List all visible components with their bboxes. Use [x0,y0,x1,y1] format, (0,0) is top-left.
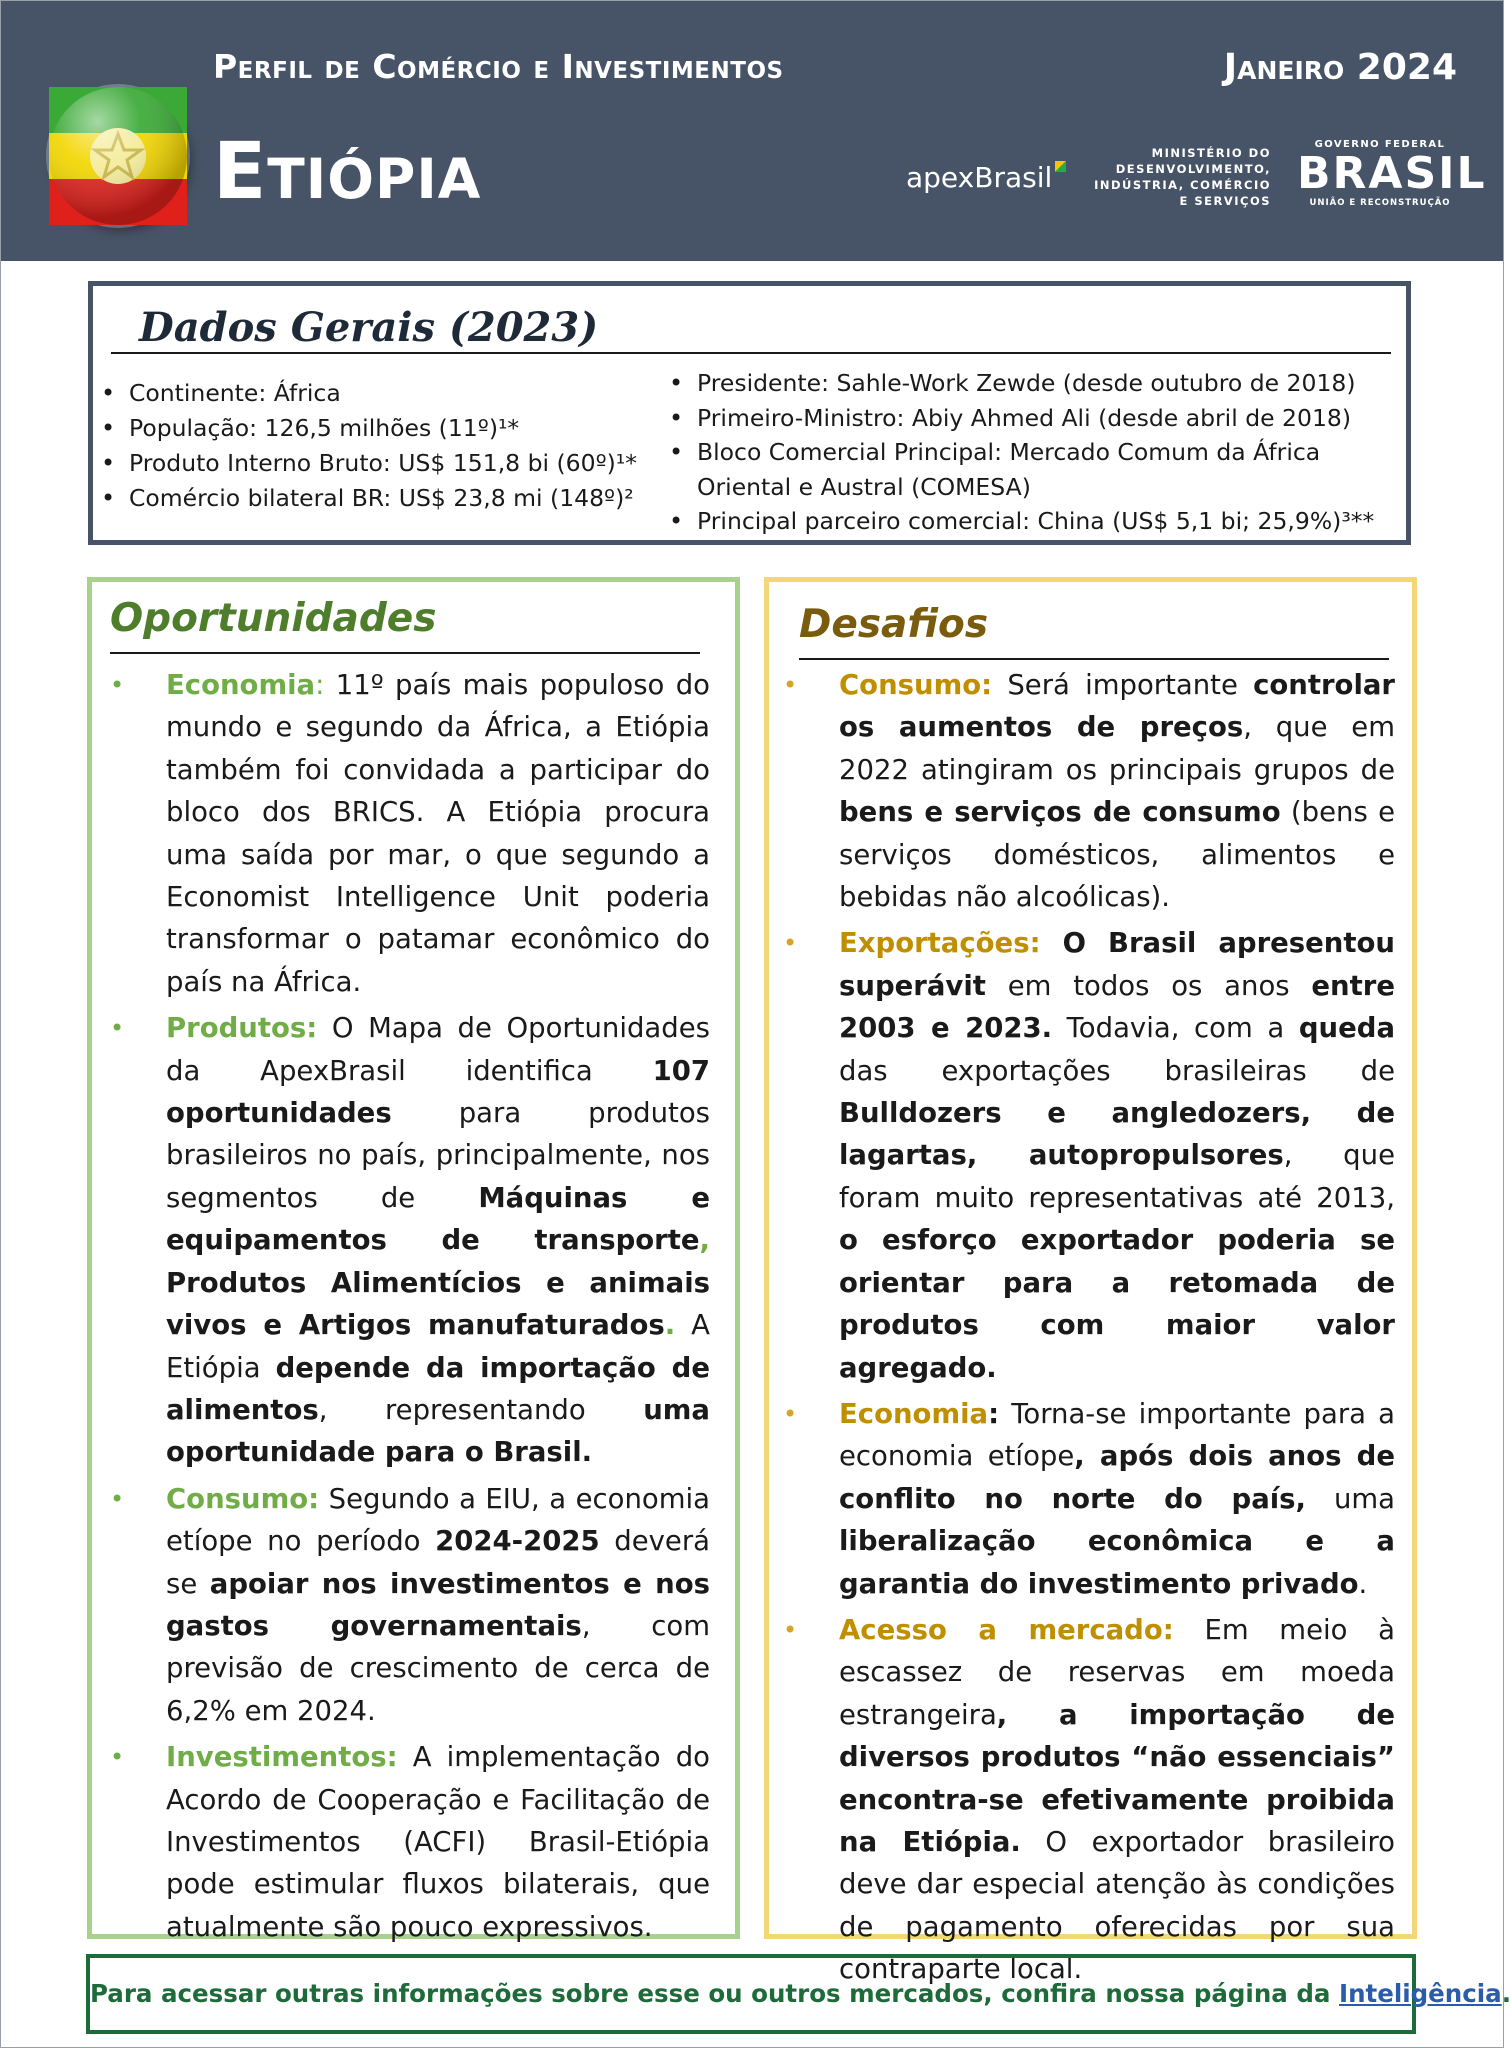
item-label: Acesso a mercado: [839,1613,1174,1646]
list-item: • População: 126,5 milhões (11º)¹* [93,411,637,446]
list-item: • Primeiro-Ministro: Abiy Ahmed Ali (desde abril de 2018) [661,401,1417,436]
item-bold: queda [1298,1012,1395,1045]
challenge-exportacoes [783,922,1395,1388]
item-bold: 2024-2025 [435,1525,600,1558]
general-left-list [93,376,637,516]
item-bold: liberalização econômica e a garantia do investimento privado [839,1525,1395,1600]
item-label: Consumo: [166,1482,320,1515]
list-item: • Bloco Comercial Principal: Mercado Comum da África Oriental e Austral (COMESA) [661,435,1417,504]
general-right-list [661,366,1417,539]
gov-sub-text: UNIÃO E RECONSTRUÇÃO [1309,198,1451,208]
list-item: • Comércio bilateral BR: US$ 23,8 mi (148º)² [93,481,637,516]
item-accent: , [699,1224,710,1257]
general-divider [111,352,1391,354]
list-item: • Produto Interno Bruto: US$ 151,8 bi (60º)¹* [93,446,637,481]
item-bold: o esforço exportador poderia se orientar para a retomada de produtos com maior valor agregado. [839,1224,1395,1384]
governo-federal-logo [1297,139,1487,208]
item-text: uma [1306,1482,1396,1515]
item-text: Segundo a EIU, a economia etíope no período [166,1482,710,1558]
item-label: Consumo: [839,669,993,701]
item-text: O exportador brasileiro deve dar especial atenção às condições de pagamento oferecidas por sua contraparte local. [839,1825,1396,1986]
challenge-acesso-mercado [783,1609,1395,1991]
opportunity-economia [110,664,710,1003]
item-text: . [1358,1567,1368,1600]
item-bold: : [988,1397,1000,1430]
list-item: • Principal parceiro comercial: China (US$ 5,1 bi; 25,9%)³** [661,504,1417,539]
item-text: Será importante [992,669,1254,701]
item-text: , que foram muito representativas até 2013, [839,1139,1395,1214]
item-text: Em meio à escassez de reservas em moeda estrangeira [839,1613,1396,1731]
item-label: Investimentos: [166,1741,398,1774]
item-bold: Máquinas e equipamentos de transporte [166,1181,710,1257]
opportunity-produtos [110,1007,710,1473]
ethiopia-flag-icon [49,87,187,225]
item-text: Todavia, com a [1052,1012,1299,1045]
list-item: • Presidente: Sahle-Work Zewde (desde outubro de 2018) [661,366,1417,401]
item-text: A implementação do Acordo de Cooperação e Facilitação de Investimentos (ACFI) Brasil-Etiópia pode estimular fluxos bilaterais, que atualmente são pouco expressivos. [166,1741,710,1943]
opportunities-title: Oportunidades [110,596,437,641]
report-subtitle: Perfil de Comércio e Investimentos [213,47,784,86]
country-title: Etiópia [213,127,482,217]
general-data-title: Dados Gerais (2023) [139,304,599,351]
challenges-divider [799,658,1389,660]
mdic-line: E SERVIÇOS [1179,194,1271,208]
item-text: das exportações brasileiras de [839,1054,1395,1087]
apexbrasil-logo [906,161,1066,194]
item-text: deverá se [166,1525,711,1600]
item-bold: bens e serviços de consumo [839,796,1281,829]
item-bold: depende da importação de alimentos [166,1351,710,1426]
mdic-logo [1091,145,1271,209]
challenges-box [764,577,1417,1986]
item-text: , com previsão de crescimento de cerca de 6,2% em 2024. [166,1609,711,1727]
general-data-box [88,281,1411,545]
item-bold: Bulldozers e angledozers, de lagartas, autopropulsores [839,1097,1395,1172]
item-label: Economia [166,669,316,701]
item-label: Exportações: [839,927,1041,960]
challenge-economia [783,1393,1395,1605]
apexbrasil-logo-text: apexBrasil [906,161,1053,194]
opportunities-list [110,664,710,1952]
item-bold: Produtos Alimentícios e animais vivos e Artigos manufaturados [166,1266,710,1342]
mdic-line: INDÚSTRIA, COMÉRCIO [1094,178,1271,192]
item-text: para produtos brasileiros no país, principalmente, nos segmentos de [166,1097,710,1214]
item-text: 11º país mais populoso do mundo e segundo da África, a Etiópia também foi convidada a participar do bloco dos BRICS. A Etiópia procura uma saída por mar, o que segundo a Economist Intelligence Unit poderia transformar o patamar econômico do país na África. [166,669,710,998]
opportunities-divider [110,652,700,654]
item-bold: , após dois anos de conflito no norte do país, [839,1440,1395,1515]
opportunities-box [87,577,740,1943]
list-item: • Continente: África [93,376,637,411]
item-text: A Etiópia [166,1309,710,1384]
inteligencia-link[interactable]: Inteligência [1338,1979,1502,2008]
mdic-line: DESENVOLVIMENTO, [1115,162,1271,176]
item-bold: entre 2003 e 2023. [839,969,1395,1045]
item-bold: uma oportunidade para o Brasil. [166,1393,710,1469]
footer-text [90,1979,1511,2008]
item-label-colon: : [315,669,325,701]
item-label: Economia [839,1397,989,1430]
challenges-list [783,664,1395,1995]
opportunity-consumo [110,1478,710,1732]
item-bold: controlar os aumentos de preços [839,669,1395,744]
footer-message: Para acessar outras informações sobre esse ou outros mercados, confira nossa página da [90,1979,1339,2008]
header-banner [1,1,1503,261]
gov-top-text: GOVERNO FEDERAL [1314,139,1446,150]
challenges-title: Desafios [799,602,989,647]
opportunity-investimentos [110,1736,710,1948]
item-text: em todos os anos [985,969,1312,1002]
footer-box [86,1954,1511,2034]
item-bold: 107 oportunidades [166,1054,710,1130]
item-text: O Mapa de Oportunidades da ApexBrasil identifica [166,1012,710,1087]
item-text: (bens e serviços domésticos, alimentos e bebidas não alcoólicas). [839,796,1396,914]
item-bold: apoiar nos investimentos e nos gastos governamentais [166,1567,710,1642]
item-text: , representando [318,1393,644,1426]
footer-end: . [1501,1979,1511,2008]
item-text: , que em 2022 atingiram os principais grupos de [839,711,1395,786]
item-bold: O Brasil apresentou superávit [839,927,1395,1002]
item-label: Produtos: [166,1012,318,1045]
report-date: Janeiro 2024 [1223,47,1457,88]
item-accent: . [664,1309,676,1342]
item-bold: , a importação de diversos produtos “não essenciais” encontra-se efetivamente proibida na Etiópia. [839,1698,1395,1858]
item-text: Torna-se importante para a economia etíope [839,1397,1395,1473]
mdic-line: MINISTÉRIO DO [1151,146,1271,160]
gov-brand-text: BRASIL [1297,148,1487,199]
challenge-consumo [783,664,1395,918]
apexbrasil-mark-icon [1055,161,1066,172]
